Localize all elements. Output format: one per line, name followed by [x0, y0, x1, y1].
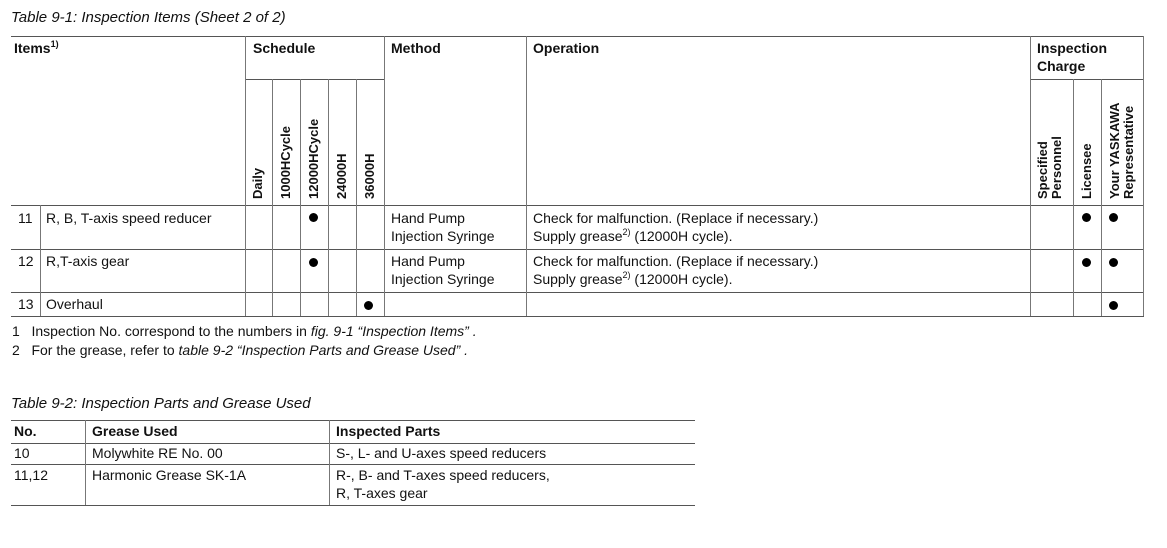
charge-col-divider-1	[1073, 79, 1074, 316]
schedule-col-36000h: 36000H	[362, 153, 377, 199]
footnote-2: 2 For the grease, refer to table 9-2 “Inspection Parts and Grease Used” .	[12, 342, 469, 358]
charge-col-licensee: Licensee	[1079, 143, 1094, 199]
header-operation: Operation	[533, 40, 600, 56]
row12-operation-2: Supply grease$^{2)}$ (12000H cycle).	[533, 270, 733, 287]
row11-operation-1: Check for malfunction. (Replace if necessary.)	[533, 210, 819, 226]
no-col-divider	[40, 205, 41, 316]
header-method: Method	[391, 40, 441, 56]
row12-mark-licensee	[1082, 258, 1091, 267]
charge-col-yaskawa-rep: Your YASKAWA Representative	[1107, 102, 1136, 199]
table1-right-border	[1143, 36, 1144, 316]
row13-no: 13	[18, 296, 34, 312]
row13-item: Overhaul	[46, 296, 103, 312]
method-operation-divider	[526, 36, 527, 316]
table2-header-parts: Inspected Parts	[336, 423, 441, 439]
table1-top-border	[11, 36, 1144, 37]
table2-col-divider-1	[85, 420, 86, 505]
table2-col-divider-2	[329, 420, 330, 505]
schedule-method-divider	[384, 36, 385, 316]
table2-row2-parts-2: R, T-axes gear	[336, 485, 428, 501]
table2-row-divider	[11, 464, 695, 465]
charge-subheader-line	[1030, 79, 1144, 80]
table2-row2-grease: Harmonic Grease SK-1A	[92, 467, 247, 483]
footnote-1: 1 Inspection No. correspond to the numbers in fig. 9-1 “Inspection Items” .	[12, 323, 477, 339]
table2-row1-no: 10	[14, 445, 30, 461]
charge-col-specified-personnel: Specified Personnel	[1035, 136, 1064, 199]
row11-method-2: Injection Syringe	[391, 228, 495, 244]
schedule-col-daily: Daily	[250, 167, 265, 199]
header-inspection-charge-line1: Inspection	[1037, 40, 1108, 56]
row12-mark-yaskawa	[1109, 258, 1118, 267]
table2-top-border	[11, 420, 695, 421]
row12-method-1: Hand Pump	[391, 253, 465, 269]
schedule-subheader-line	[245, 79, 384, 80]
schedule-col-1000h: 1000HCycle	[278, 126, 293, 199]
table2-header-grease: Grease Used	[92, 423, 178, 439]
footnote-1-ref[interactable]: fig. 9-1	[310, 323, 354, 339]
header-schedule: Schedule	[253, 40, 316, 56]
schedule-col-12000h: 12000HCycle	[306, 118, 321, 199]
footnote-2-ref[interactable]: table 9-2	[178, 342, 234, 358]
table1-bottom-border	[11, 316, 1144, 317]
table2-row2-parts-1: R-, B- and T-axes speed reducers,	[336, 467, 550, 483]
sched-col-divider-4	[356, 79, 357, 316]
row12-method-2: Injection Syringe	[391, 271, 495, 287]
row-divider-2	[11, 292, 1144, 293]
row11-item: R, B, T-axis speed reducer	[46, 210, 212, 226]
table1-caption: Table 9-1: Inspection Items (Sheet 2 of 2)	[11, 9, 286, 26]
row11-method-1: Hand Pump	[391, 210, 465, 226]
table1-header-bottom	[11, 205, 1144, 206]
table2-row1-parts: S-, L- and U-axes speed reducers	[336, 445, 547, 461]
header-inspection-charge-line2: Charge	[1037, 58, 1086, 74]
sched-col-divider-1	[272, 79, 273, 316]
row12-operation-1: Check for malfunction. (Replace if necessary.)	[533, 253, 819, 269]
row11-mark-12000h	[309, 213, 318, 222]
operation-charge-divider	[1030, 36, 1031, 316]
table2-header-no: No.	[14, 423, 37, 439]
schedule-col-24000h: 24000H	[334, 153, 349, 199]
items-col-divider	[245, 36, 246, 316]
row-divider-1	[11, 249, 1144, 250]
sched-col-divider-2	[300, 79, 301, 316]
row11-operation-2: Supply grease$^{2)}$ (12000H cycle).	[533, 227, 733, 244]
row12-mark-12000h	[309, 258, 318, 267]
table2-caption: Table 9-2: Inspection Parts and Grease Used	[11, 395, 311, 412]
row11-no: 11	[18, 210, 33, 226]
header-items: Items$^{1)}$	[14, 39, 59, 56]
table2-row2-no: 11,12	[14, 467, 48, 483]
charge-col-divider-2	[1101, 79, 1102, 316]
table2-bottom-border	[11, 505, 695, 506]
row12-no: 12	[18, 253, 34, 269]
sched-col-divider-3	[328, 79, 329, 316]
row12-item: R,T-axis gear	[46, 253, 130, 269]
table2-row1-grease: Molywhite RE No. 00	[92, 445, 223, 461]
row11-mark-licensee	[1082, 213, 1091, 222]
row13-mark-36000h	[364, 301, 373, 310]
row13-mark-yaskawa	[1109, 301, 1118, 310]
row11-mark-yaskawa	[1109, 213, 1118, 222]
